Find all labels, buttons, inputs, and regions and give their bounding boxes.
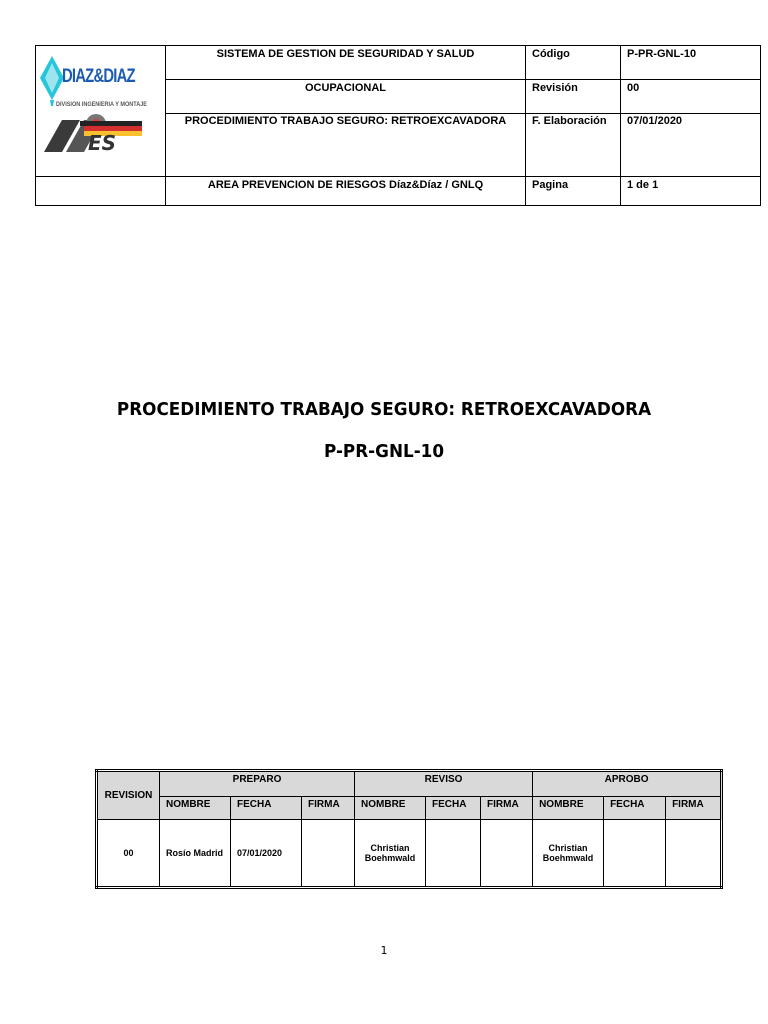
subheader-firma: FIRMA	[666, 797, 722, 820]
revision-header: REVISION	[97, 771, 160, 820]
document-header-table	[35, 45, 761, 206]
elaboration-value: 07/01/2020	[621, 114, 761, 177]
preparo-nombre: Rosío Madrid	[160, 820, 231, 888]
system-title-line1: SISTEMA DE GESTION DE SEGURIDAD Y SALUD	[216, 48, 475, 60]
aprobo-firma	[666, 820, 722, 888]
elaboration-label: F. Elaboración	[526, 114, 621, 177]
logo-company-name: DIAZ&DIAZ	[62, 66, 135, 87]
document-code: P-PR-GNL-10	[323, 442, 445, 462]
logo-filler-cell	[36, 177, 166, 206]
mies-logo-icon	[44, 112, 144, 154]
revision-label: Revisión	[526, 80, 621, 114]
aprobo-nombre: Christian Boehmwald	[533, 820, 604, 888]
revision-value: 00	[621, 80, 761, 114]
aprobo-fecha	[604, 820, 666, 888]
svg-text:ES: ES	[88, 131, 117, 154]
area-cell: AREA PREVENCION DE RIESGOS Díaz&Díaz / GNLQ	[166, 177, 526, 206]
document-title: PROCEDIMIENTO TRABAJO SEGURO: RETROEXCAVADORA	[116, 400, 652, 420]
subheader-firma: FIRMA	[302, 797, 355, 820]
page-value: 1 de 1	[621, 177, 761, 206]
page-number: 1	[380, 944, 388, 957]
subheader-nombre: NOMBRE	[533, 797, 604, 820]
system-title-cell	[166, 46, 526, 80]
reviso-fecha	[426, 820, 481, 888]
page-label: Pagina	[526, 177, 621, 206]
code-value: P-PR-GNL-10	[621, 46, 761, 80]
revision-table	[95, 769, 723, 889]
reviso-nombre: Christian Boehmwald	[355, 820, 426, 888]
procedure-title-cell: PROCEDIMIENTO TRABAJO SEGURO: RETROEXCAVADORA	[166, 114, 526, 177]
preparo-fecha: 07/01/2020	[231, 820, 302, 888]
subheader-nombre: NOMBRE	[355, 797, 426, 820]
group-header-aprobo: APROBO	[533, 771, 722, 797]
subheader-fecha: FECHA	[426, 797, 481, 820]
table-row	[97, 820, 722, 888]
subheader-fecha: FECHA	[604, 797, 666, 820]
subheader-firma: FIRMA	[481, 797, 533, 820]
preparo-firma	[302, 820, 355, 888]
subheader-fecha: FECHA	[231, 797, 302, 820]
code-label: Código	[526, 46, 621, 80]
group-header-reviso: REVISO	[355, 771, 533, 797]
system-title-line2: OCUPACIONAL	[166, 80, 526, 114]
reviso-firma	[481, 820, 533, 888]
group-header-preparo: PREPARO	[160, 771, 355, 797]
company-logo-cell	[36, 46, 166, 177]
revision-number: 00	[97, 820, 160, 888]
logo-division-text: DIVISION INGENIERIA Y MONTAJE	[56, 101, 147, 108]
subheader-nombre: NOMBRE	[160, 797, 231, 820]
